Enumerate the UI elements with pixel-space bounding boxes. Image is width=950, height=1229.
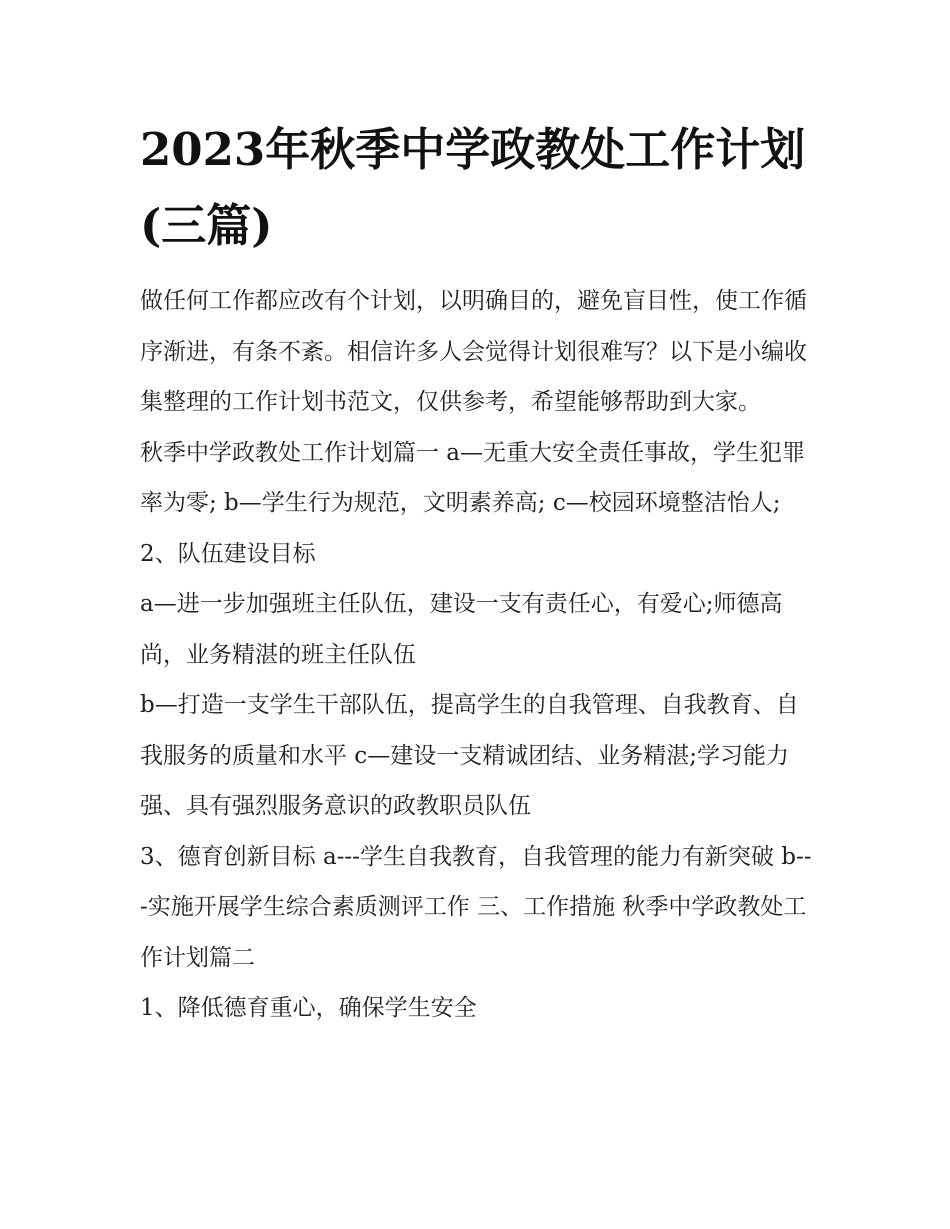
paragraph-team-a: a—进一步加强班主任队伍，建设一支有责任心，有爱心;师德高尚，业务精湛的班主任队伍 [140,591,783,668]
paragraph-moral-innovation: 3、德育创新目标 a---学生自我教育，自我管理的能力有新突破 b---实施开展学生综合素质测评工作 三、工作措施 秋季中学政教处工作计划篇二 [140,843,812,971]
document-title: 2023年秋季中学政教处工作计划(三篇) [140,123,806,252]
document-page [140,112,812,1034]
paragraph-intro: 做任何工作都应改有个计划，以明确目的，避免盲目性，使工作循序渐进，有条不紊。相信许多人会觉得计划很难写？以下是小编收集整理的工作计划书范文，仅供参考，希望能够帮助到大家。 [140,288,807,415]
paragraph-team-b: b—打造一支学生干部队伍，提高学生的自我管理、自我教育、自我服务的质量和水平 c—建设一支精诚团结、业务精湛;学习能力强、具有强烈服务意识的政教职员队伍 [140,692,799,819]
document-body [140,276,812,1034]
paragraph-safety: 1、降低德育重心，确保学生安全 [140,995,477,1021]
paragraph-plan-one: 秋季中学政教处工作计划篇一 a—无重大安全责任事故，学生犯罪率为零; b—学生行为规范，文明素养高; c—校园环境整洁怡人; 2、队伍建设目标 [140,439,806,567]
